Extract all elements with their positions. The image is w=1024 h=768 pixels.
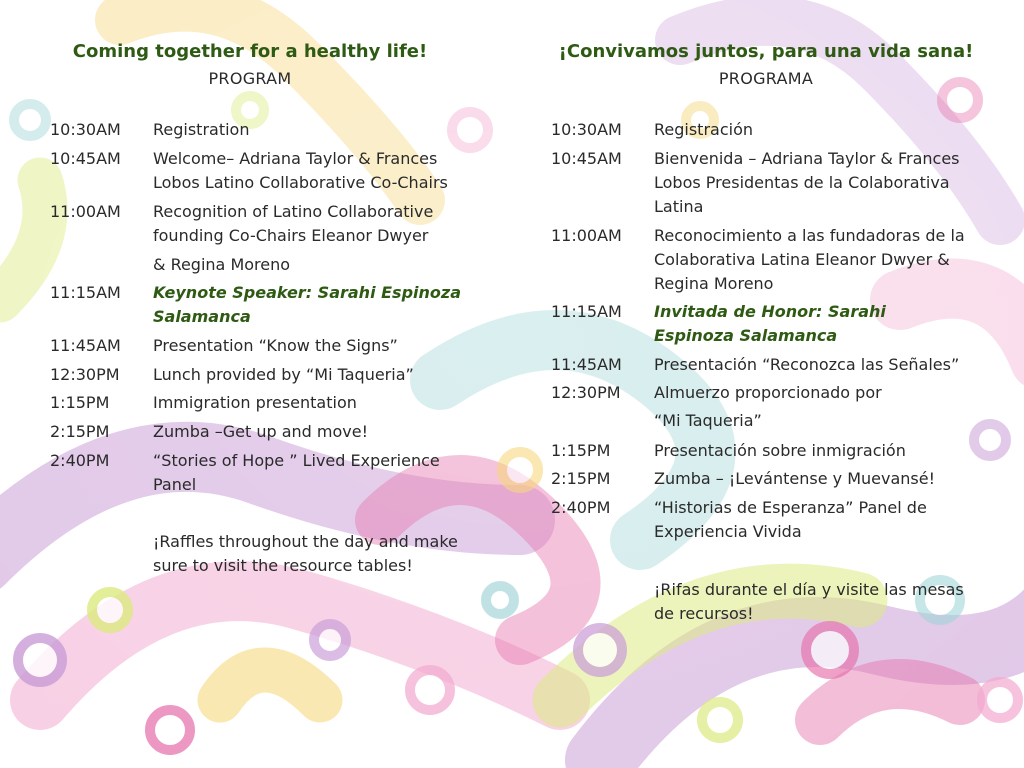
- spanish-subtitle: PROGRAMA: [718, 69, 814, 88]
- schedule-description: Zumba –Get up and move!: [153, 422, 369, 441]
- schedule-description-continued: & Regina Moreno: [153, 255, 291, 274]
- schedule-time: 2:40PM: [50, 451, 110, 470]
- schedule-description: Immigration presentation: [153, 393, 357, 412]
- schedule-description: “Stories of Hope ” Lived Experience Panel: [153, 451, 440, 494]
- schedule-description: Presentación sobre inmigración: [654, 441, 906, 460]
- schedule-time: 2:40PM: [551, 498, 611, 517]
- schedule-time: 1:15PM: [551, 441, 611, 460]
- schedule-description-continued: “Mi Taqueria”: [654, 411, 762, 430]
- schedule-description: Registration: [153, 120, 250, 139]
- schedule-description: Zumba – ¡Levántense y Muevansé!: [654, 469, 935, 488]
- schedule-time: 12:30PM: [551, 383, 621, 402]
- keynote-speaker: Invitada de Honor: Sarahi Espinoza Salamanca: [654, 302, 886, 345]
- schedule-description: Presentación “Reconozca las Señales”: [654, 355, 960, 374]
- schedule-description: Almuerzo proporcionado por: [654, 383, 882, 402]
- schedule-time: 11:00AM: [50, 202, 121, 221]
- schedule-time: 11:45AM: [551, 355, 622, 374]
- schedule-time: 11:00AM: [551, 226, 622, 245]
- schedule-description: Recognition of Latino Collaborative founding Co-Chairs Eleanor Dwyer: [153, 202, 434, 245]
- schedule-time: 10:45AM: [551, 149, 622, 168]
- schedule-time: 11:15AM: [50, 283, 121, 302]
- raffle-note: ¡Raffles throughout the day and make sure to visit the resource tables!: [153, 532, 458, 575]
- schedule-description: Registración: [654, 120, 754, 139]
- schedule-time: 2:15PM: [551, 469, 611, 488]
- spanish-title: ¡Convivamos juntos, para una vida sana!: [558, 41, 974, 62]
- schedule-time: 11:15AM: [551, 302, 622, 321]
- program-spanish: [551, 38, 991, 623]
- schedule-time: 10:30AM: [551, 120, 622, 139]
- program-english: [50, 38, 470, 575]
- schedule-description: “Historias de Esperanza” Panel de Experiencia Vivida: [654, 498, 927, 541]
- schedule-description: Welcome– Adriana Taylor & Frances Lobos Latino Collaborative Co-Chairs: [153, 149, 448, 192]
- english-subtitle: PROGRAM: [208, 69, 292, 88]
- schedule-description: Reconocimiento a las fundadoras de la Colaborativa Latina Eleanor Dwyer & Regina Moreno: [654, 226, 965, 293]
- schedule-time: 11:45AM: [50, 336, 121, 355]
- keynote-speaker: Keynote Speaker: Sarahi Espinoza Salamanca: [153, 283, 461, 326]
- schedule-description: Presentation “Know the Signs”: [153, 336, 398, 355]
- schedule-time: 10:45AM: [50, 149, 121, 168]
- schedule-description: Bienvenida – Adriana Taylor & Frances Lobos Presidentas de la Colaborativa Latina: [654, 149, 960, 216]
- schedule-time: 1:15PM: [50, 393, 110, 412]
- schedule-time: 2:15PM: [50, 422, 110, 441]
- schedule-time: 10:30AM: [50, 120, 121, 139]
- schedule-time: 12:30PM: [50, 365, 120, 384]
- english-title: Coming together for a healthy life!: [72, 41, 428, 62]
- schedule-description: Lunch provided by “Mi Taqueria”: [153, 365, 414, 384]
- raffle-note: ¡Rifas durante el día y visite las mesas de recursos!: [654, 580, 964, 623]
